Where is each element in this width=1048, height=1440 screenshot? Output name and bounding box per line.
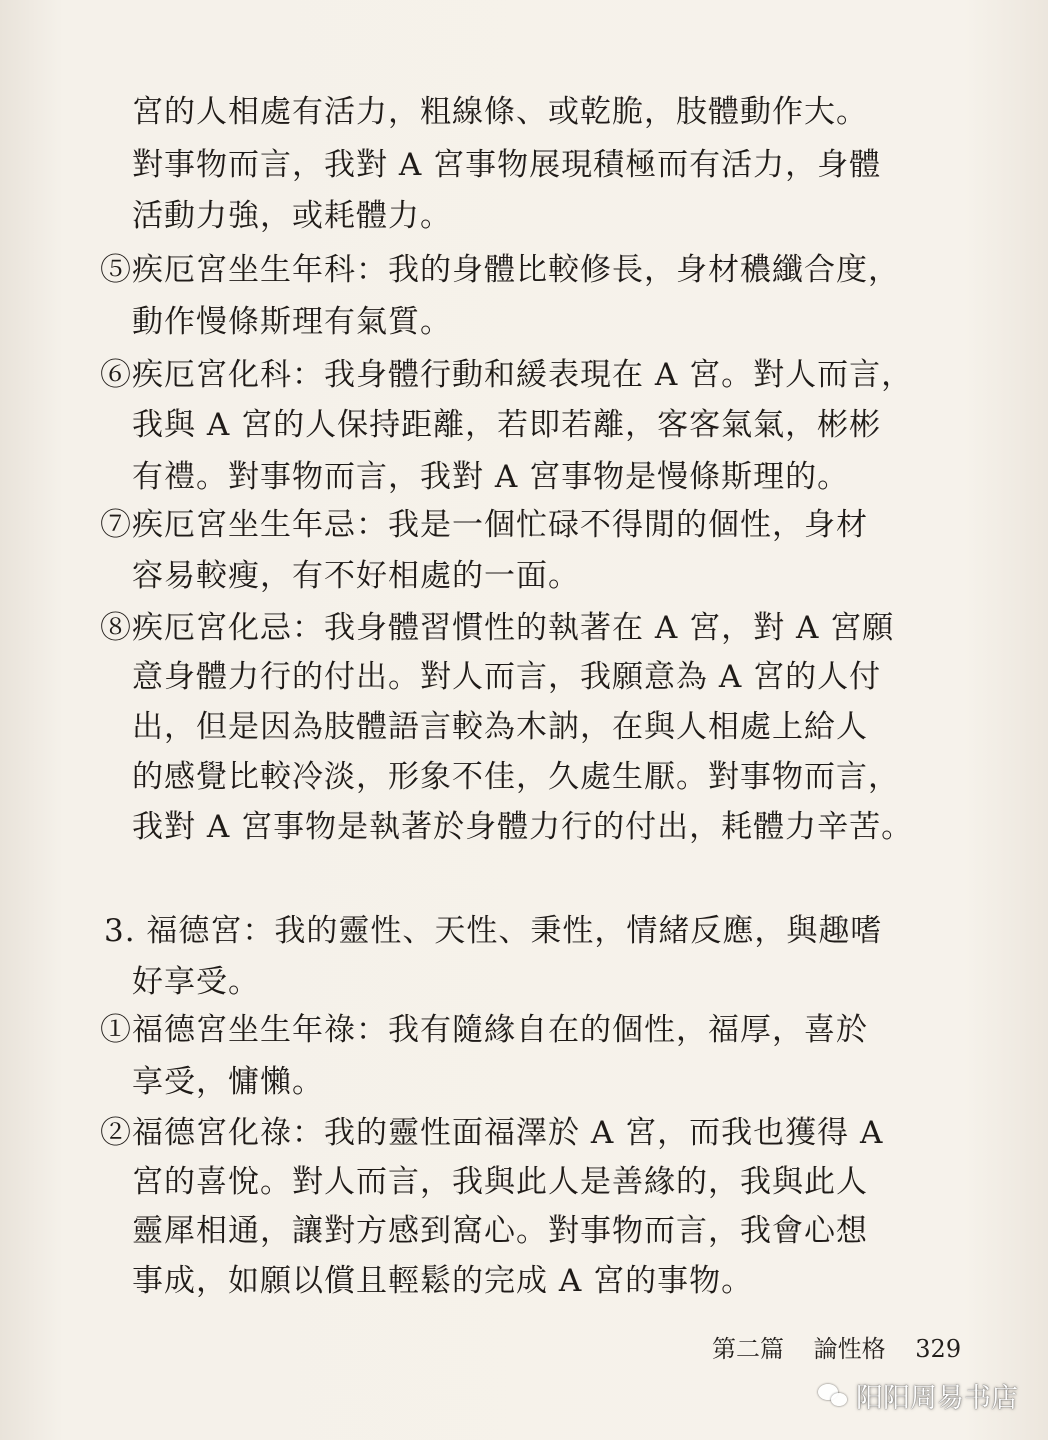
watermark-text: 阳阳周易书店	[856, 1382, 1018, 1414]
section-heading: 3. 福德宮：我的靈性、天性、秉性，情緒反應，與趣嗜	[104, 913, 883, 949]
page-footer	[712, 1333, 983, 1365]
text-line: 靈犀相通，讓對方感到窩心。對事物而言，我會心想	[132, 1213, 868, 1249]
text-line: 對事物而言，我對 A 宮事物展現積極而有活力，身體	[132, 147, 882, 183]
text-line: 意身體力行的付出。對人而言，我願意為 A 宮的人付	[132, 659, 882, 695]
text-line: 好享受。	[132, 964, 260, 1000]
wechat-icon	[818, 1380, 848, 1410]
text-line: ⑥疾厄宮化科：我身體行動和緩表現在 A 宮。對人而言，	[100, 357, 914, 393]
text-line: 享受，慵懶。	[132, 1064, 324, 1100]
watermark	[818, 1376, 1018, 1414]
text-line: ⑤疾厄宮坐生年科：我的身體比較修長，身材穠纖合度，	[100, 252, 900, 288]
page-number: 329	[915, 1335, 962, 1363]
footer-chapter: 論性格	[813, 1335, 886, 1363]
text-line: 事成，如願以償且輕鬆的完成 A 宮的事物。	[132, 1263, 754, 1299]
text-line: ⑦疾厄宮坐生年忌：我是一個忙碌不得閒的個性，身材	[100, 507, 868, 543]
text-line: ②福德宮化祿：我的靈性面福澤於 A 宮，而我也獲得 A	[100, 1115, 884, 1151]
text-line: ⑧疾厄宮化忌：我身體習慣性的執著在 A 宮，對 A 宮願	[100, 610, 895, 646]
text-line: 宮的喜悅。對人而言，我與此人是善緣的，我與此人	[132, 1164, 868, 1200]
text-line: 的感覺比較冷淡，形象不佳，久處生厭。對事物而言，	[132, 759, 900, 795]
text-line: 有禮。對事物而言，我對 A 宮事物是慢條斯理的。	[132, 459, 850, 495]
text-line: 容易較瘦，有不好相處的一面。	[132, 558, 580, 594]
text-line: ①福德宮坐生年祿：我有隨緣自在的個性，福厚，喜於	[100, 1012, 868, 1048]
text-line: 我與 A 宮的人保持距離，若即若離，客客氣氣，彬彬	[132, 407, 882, 443]
text-line: 宮的人相處有活力，粗線條、或乾脆，肢體動作大。	[132, 94, 868, 130]
text-line: 我對 A 宮事物是執著於身體力行的付出，耗體力辛苦。	[132, 809, 914, 845]
footer-part: 第二篇	[712, 1335, 784, 1363]
text-line: 動作慢條斯理有氣質。	[132, 304, 452, 340]
text-line: 出，但是因為肢體語言較為木訥，在與人相處上給人	[132, 709, 868, 745]
text-line: 活動力強，或耗體力。	[132, 198, 452, 234]
